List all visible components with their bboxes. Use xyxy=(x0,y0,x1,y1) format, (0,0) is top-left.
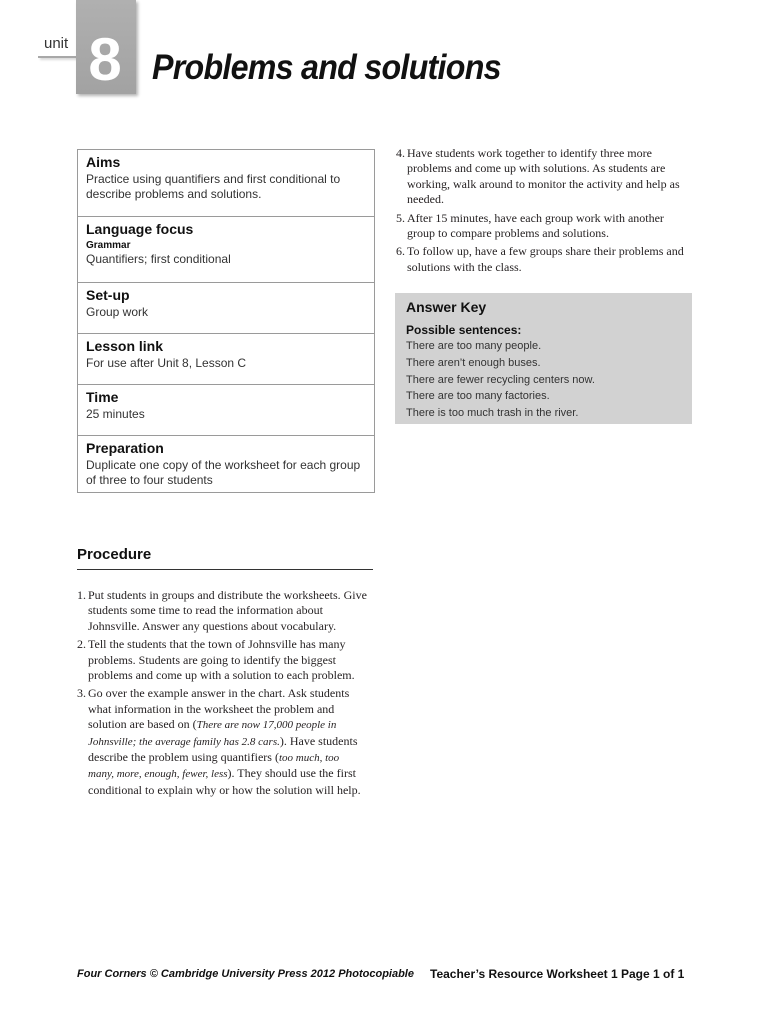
answer-line: There are too many people. xyxy=(406,340,542,352)
answer-line: There are too many factories. xyxy=(406,390,550,403)
preparation-heading: Preparation xyxy=(86,440,164,456)
procedure-step xyxy=(396,146,694,208)
procedure-step xyxy=(77,588,367,634)
step-quantifier-list: too much, too many, more, enough, fewer, less xyxy=(88,752,340,781)
unit-label: unit xyxy=(44,35,69,52)
setup-heading: Set-up xyxy=(86,287,130,303)
step-text: Have students work together to identify three more problems and come up with solutions. As students are working, walk around to monitor the activity and help as needed. xyxy=(407,146,680,207)
time-text: 25 minutes xyxy=(86,407,145,421)
step-text: To follow up, have a few groups share their problems and solutions with the class. xyxy=(407,244,684,274)
step-text: Put students in groups and distribute the worksheets. Give students some time to read the information about Johnsville. Answer any questions about vocabulary. xyxy=(88,588,367,633)
info-row-setup xyxy=(78,282,374,333)
step-example-text: There are now 17,000 people in Johnsville; the average family has 2.8 cars. xyxy=(88,719,337,748)
step-number: 5. xyxy=(396,210,405,225)
page-title: Problems and solutions xyxy=(152,48,501,87)
info-row-time xyxy=(78,384,374,435)
grammar-subheading: Grammar xyxy=(86,240,131,251)
lesson-link-text: For use after Unit 8, Lesson C xyxy=(86,356,247,370)
language-focus-heading: Language focus xyxy=(86,221,194,237)
answer-key-box xyxy=(395,293,692,424)
step-text: ). They should use the first conditional to explain why or how the solution will help. xyxy=(88,766,361,797)
step-text: After 15 minutes, have each group work with another group to compare problems and solutions. xyxy=(407,210,664,241)
step-text: Tell the students that the town of Johnsville has many problems. Students are going to identify the biggest problems and come up with a solution to each problem. xyxy=(88,637,355,683)
footer-copyright: Four Corners © Cambridge University Press 2012 Photocopiable xyxy=(77,968,414,980)
language-focus-text: Quantifiers; first conditional xyxy=(86,252,231,266)
info-row-lesson-link xyxy=(78,333,374,384)
procedure-divider xyxy=(77,569,373,570)
info-row-language-focus xyxy=(78,216,374,282)
lesson-link-heading: Lesson link xyxy=(86,338,164,354)
aims-heading: Aims xyxy=(86,154,121,170)
procedure-list-continued xyxy=(396,146,694,278)
answer-line: There are fewer recycling centers now. xyxy=(406,373,595,386)
procedure-heading: Procedure xyxy=(77,546,152,563)
step-number: 6. xyxy=(396,244,405,259)
step-text: Go over the example answer in the chart. Ask students what information in the worksheet the problem and solution are based on ( xyxy=(88,686,350,732)
footer-page-info: Teacher’s Resource Worksheet 1 Page 1 of 1 xyxy=(430,967,685,981)
step-text: ). Have students describe the problem using quantifiers ( xyxy=(88,733,358,765)
procedure-step xyxy=(396,211,694,242)
info-row-preparation xyxy=(78,435,374,492)
procedure-list xyxy=(77,588,367,801)
procedure-step xyxy=(396,244,694,275)
aims-text: Practice using quantifiers and first conditional to describe problems and solutions. xyxy=(86,172,341,201)
step-number: 2. xyxy=(77,637,86,652)
lesson-info-table xyxy=(77,149,375,493)
answer-key-heading: Answer Key xyxy=(406,299,487,315)
procedure-step xyxy=(77,686,367,798)
info-row-aims xyxy=(78,150,374,216)
answer-key-subheading: Possible sentences: xyxy=(406,323,522,337)
answer-line: There aren’t enough buses. xyxy=(406,356,541,369)
step-number: 1. xyxy=(77,588,86,602)
step-number: 4. xyxy=(396,146,405,160)
answer-line: There is too much trash in the river. xyxy=(406,407,579,420)
preparation-text: Duplicate one copy of the worksheet for each group of three to four students xyxy=(86,458,361,487)
procedure-step xyxy=(77,637,367,683)
time-heading: Time xyxy=(86,389,119,405)
setup-text: Group work xyxy=(86,305,149,319)
unit-number: 8 xyxy=(88,26,122,93)
step-number: 3. xyxy=(77,686,86,701)
